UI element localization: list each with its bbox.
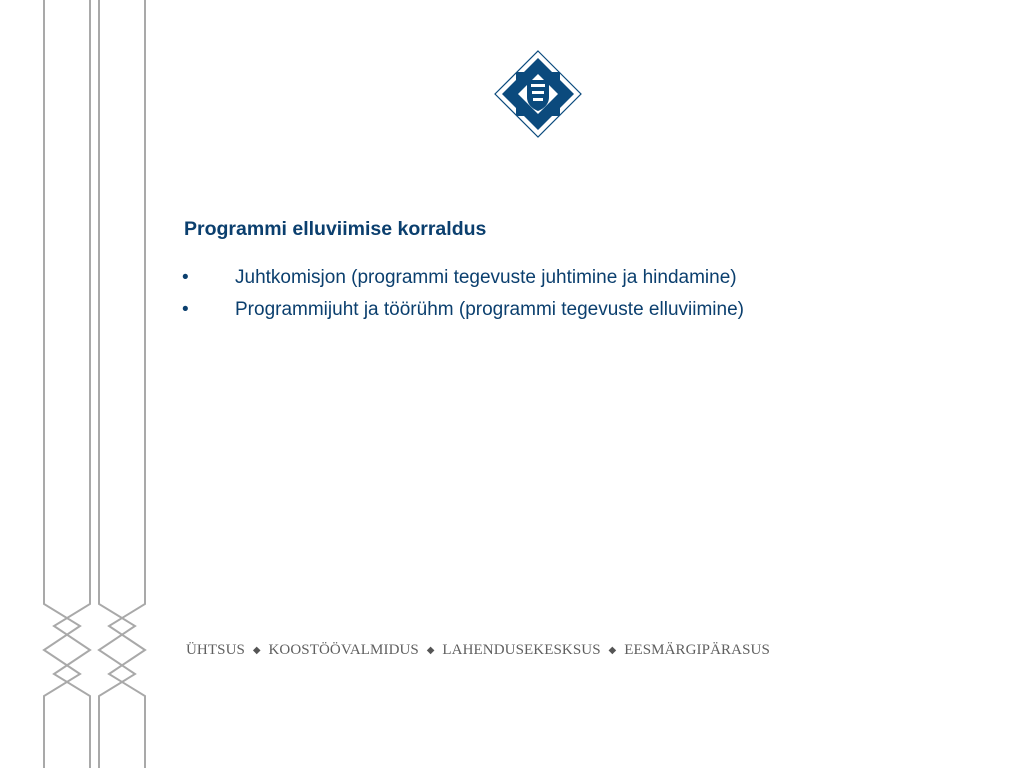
- list-item-text: Programmijuht ja töörühm (programmi tegevuste elluviimine): [235, 299, 744, 320]
- bullet-marker: •: [182, 299, 189, 320]
- list-item: [182, 294, 744, 326]
- footer-value: ÜHTSUS: [186, 642, 245, 658]
- footer-value: EESMÄRGIPÄRASUS: [624, 642, 770, 658]
- list-item: [182, 262, 744, 294]
- footer-values: [186, 642, 770, 659]
- decorative-border-ornament: [0, 0, 160, 768]
- footer-value: KOOSTÖÖVALMIDUS: [268, 642, 419, 658]
- estonian-coat-of-arms-icon: [494, 50, 582, 138]
- footer-separator: ◆: [252, 645, 261, 656]
- footer-value: LAHENDUSEKESKSUS: [442, 642, 601, 658]
- footer-separator: ◆: [608, 645, 617, 656]
- bullet-marker: •: [182, 267, 189, 288]
- slide-title: Programmi elluviimise korraldus: [184, 218, 487, 240]
- footer-separator: ◆: [426, 645, 435, 656]
- bullet-list: [182, 262, 744, 326]
- list-item-text: Juhtkomisjon (programmi tegevuste juhtimine ja hindamine): [235, 267, 737, 288]
